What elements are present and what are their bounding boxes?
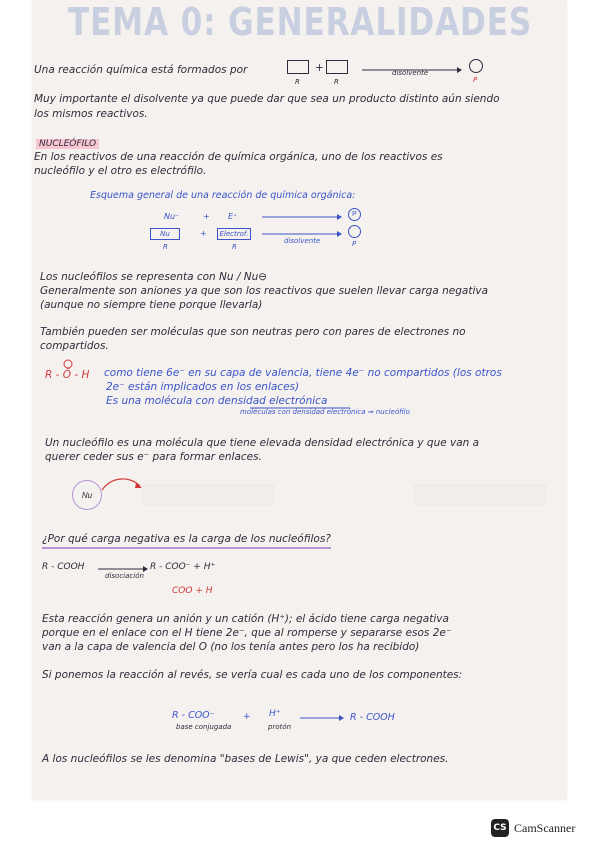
important-line-2: los mismos reactivos. (34, 108, 148, 120)
reactant-box-2 (326, 60, 348, 74)
scheme-title: Esquema general de una reacción de química orgánica: (90, 190, 356, 201)
lone-pair-icon (62, 359, 74, 369)
faint-box-1 (142, 484, 274, 506)
represent-line-2: Generalmente son aniones ya que son los reactivos que suelen llevar carga negativa (40, 285, 489, 297)
scheme-e: E⁺ (228, 212, 238, 221)
reverse-arrow (300, 715, 344, 721)
product-circle (469, 59, 483, 73)
base-conjugate-label: base conjugada (176, 723, 232, 731)
section-heading: NUCLEÓFILO (36, 139, 99, 149)
page-title: TEMA 0: GENERALIDADES (68, 0, 533, 44)
intro-text: Una reacción química está formados por (34, 64, 248, 76)
reverse-left: R - COO⁻ (172, 710, 215, 721)
water-line-1: como tiene 6e⁻ en su capa de valencia, tiene 4e⁻ no compartidos (los otros (104, 367, 502, 379)
reactant-box-1 (287, 60, 309, 74)
faint-box-2 (414, 484, 546, 506)
reverse-line-1: Si ponemos la reacción al revés, se vería cual es cada uno de los componentes: (42, 669, 463, 681)
scheme-nu: Nu⁻ (164, 212, 180, 221)
reactant-label-2: R (334, 78, 339, 86)
acid-sub-products: COO + H (172, 586, 213, 596)
acid-products: R - COO⁻ + H⁺ (150, 562, 216, 572)
scheme-r2: R (232, 243, 237, 251)
scheme-solvent: disolvente (284, 237, 321, 245)
scheme-p-label: P (352, 240, 357, 248)
explanation-line-3: van a la capa de valencia del O (no los tenía antes pero los ha recibido) (42, 641, 420, 653)
product-label: P (473, 76, 478, 84)
camscanner-logo-icon: CS (491, 819, 509, 837)
scheme-box-nu: Nu (150, 228, 180, 240)
water-line-2: 2e⁻ están implicados en los enlaces) (106, 381, 300, 393)
definition-line-1: Un nucleófilo es una molécula que tiene elevada densidad electrónica y que van a (45, 437, 480, 449)
electron-arrow (100, 476, 144, 500)
neutral-line-1: También pueden ser moléculas que son neutras pero con pares de electrones no (40, 326, 466, 338)
represent-line-1: Los nucleófilos se representa con Nu / Nu⊖ (40, 271, 268, 283)
proton-label: protón (268, 723, 292, 731)
scheme-product-circle (348, 225, 361, 238)
scheme-plus-2: + (200, 229, 207, 238)
explanation-line-1: Esta reacción genera un anión y un catión (H⁺); el ácido tiene carga negativa (42, 613, 449, 625)
camscanner-badge (491, 818, 575, 838)
represent-line-3: (aunque no siempre tiene porque llevarla) (40, 299, 263, 311)
scheme-box-electrophile: Electrof. (217, 228, 251, 240)
reactant-label-1: R (295, 78, 300, 86)
scheme-p-circle: P (348, 208, 361, 221)
notebook-page (32, 0, 567, 800)
solvent-label: disolvente (392, 69, 429, 77)
water-line-3: Es una molécula con densidad electrónica (106, 395, 328, 407)
reverse-h: H⁺ (269, 709, 281, 719)
nucleo-def-line-2: nucleófilo y el otro es electrófilo. (34, 165, 207, 177)
reaction-arrow (362, 67, 462, 73)
molecule-formula: R - Ö - H (45, 369, 90, 381)
reverse-plus: + (243, 712, 251, 722)
scheme-arrow-1 (262, 214, 342, 220)
important-line-1: Muy importante el disolvente ya que puede dar que sea un producto distinto aún siendo (34, 93, 500, 105)
neutral-line-2: compartidos. (40, 340, 109, 352)
explanation-line-2: porque en el enlace con el H tiene 2e⁻, que al romperse y separarse esos 2e⁻ (42, 627, 452, 639)
nucleophile-circle: Nu (72, 480, 102, 510)
plus-sign: + (315, 62, 324, 74)
scheme-plus-1: + (203, 212, 210, 221)
camscanner-brand: CamScanner (514, 820, 576, 835)
scheme-r1: R (163, 243, 168, 251)
question: ¿Por qué carga negativa es la carga de los nucleófilos? (42, 532, 331, 549)
nucleo-def-line-1: En los reactivos de una reacción de química orgánica, uno de los reactivos es (34, 151, 443, 163)
reverse-product: R - COOH (350, 712, 395, 723)
water-note: moléculas con densidad electrónica ⇒ nucleófilo (240, 408, 410, 416)
dissociation-label: disociación (105, 572, 144, 580)
acid-reactant: R - COOH (42, 562, 85, 572)
lewis-line: A los nucleófilos se les denomina "bases de Lewis", ya que ceden electrones. (42, 753, 449, 765)
definition-line-2: querer ceder sus e⁻ para formar enlaces. (45, 451, 262, 463)
